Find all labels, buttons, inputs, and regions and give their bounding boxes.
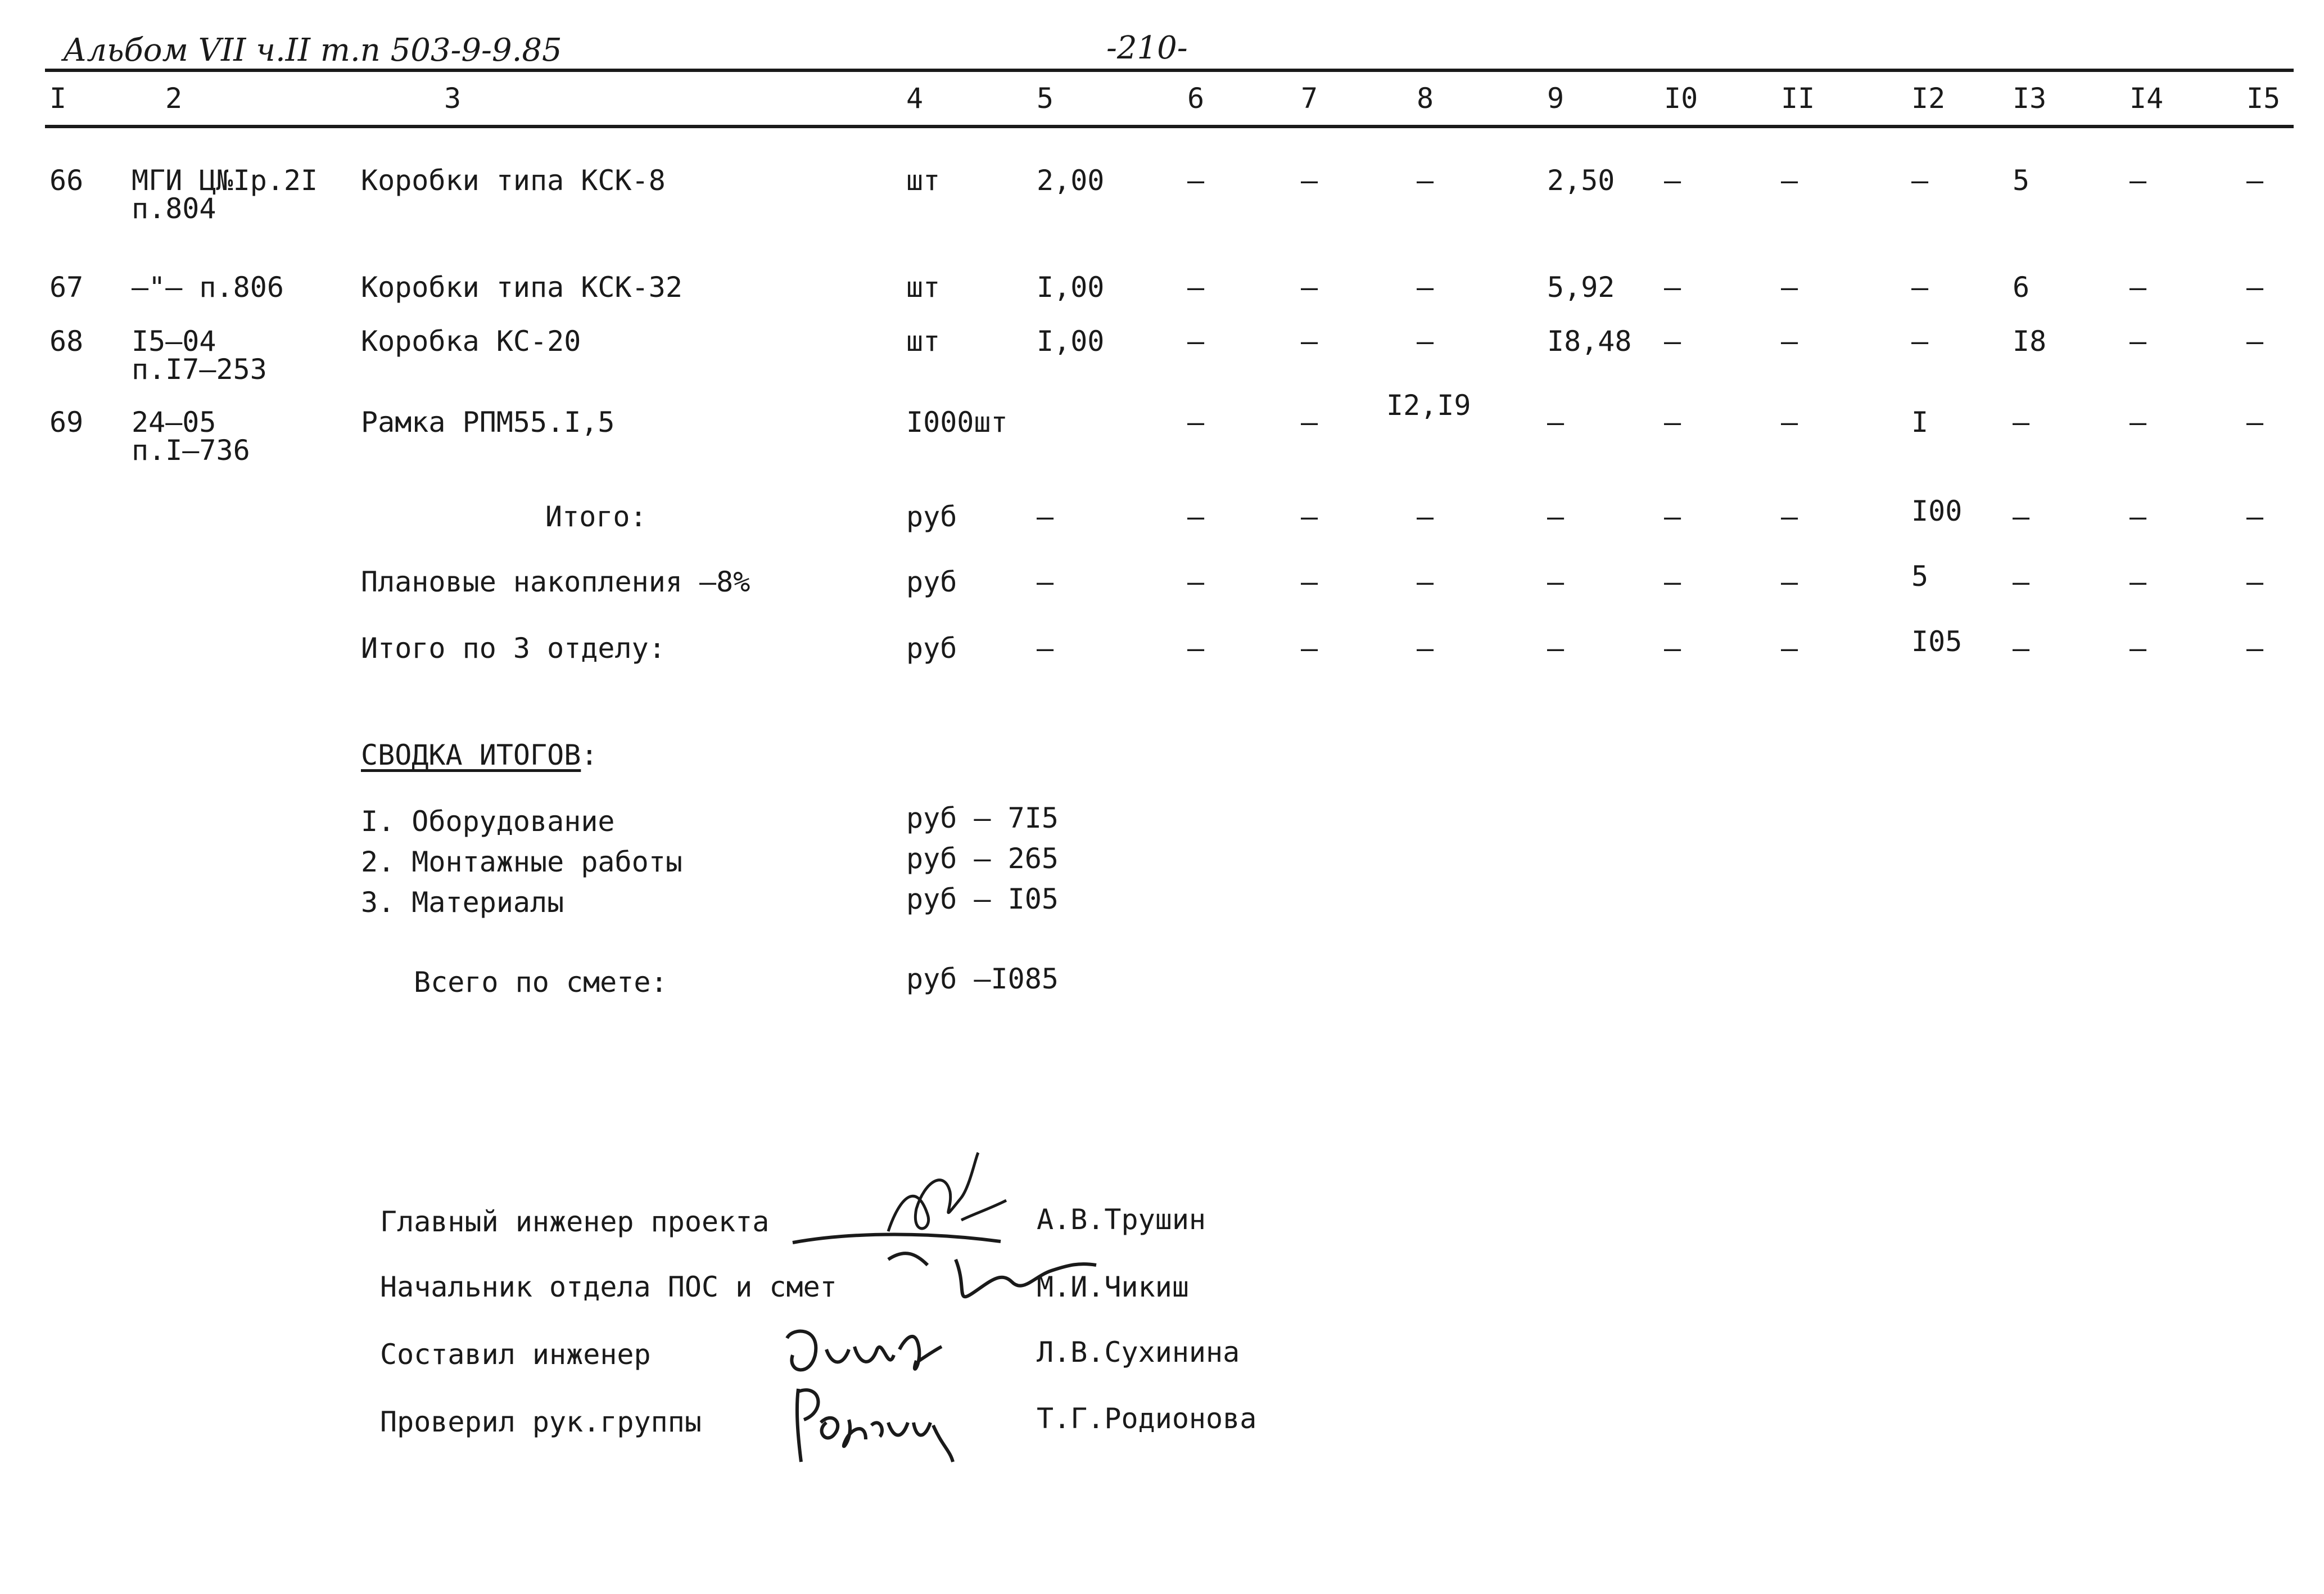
col-header-10: I0 [1664,82,1698,115]
header-bottom-rule [45,125,2294,128]
row-name: Коробки типа КСК-32 [361,271,682,304]
cell-c12: I [1911,406,1929,439]
cell-c15: – [2246,406,2264,439]
cell-c7: – [1301,325,1318,358]
total-unit: руб [906,632,957,665]
cell-c12: – [1911,325,1929,358]
col-header-14: I4 [2129,82,2164,115]
cell-c11: – [1781,406,1798,439]
col-header-5: 5 [1037,82,1054,115]
cell-c11: – [1781,164,1798,197]
row-name: Коробки типа КСК-8 [361,164,666,197]
cell-c10: – [1664,566,1681,598]
cell-c12: 5 [1911,560,1929,593]
total-unit: руб [906,566,957,598]
cell-c12: – [1911,271,1929,304]
summary-item-value: руб – 265 [906,842,1059,875]
signature-role: Составил инженер [380,1338,651,1371]
cell-c14: – [2129,406,2147,439]
cell-c6: – [1187,632,1205,665]
cell-c12: – [1911,164,1929,197]
total-label: Итого: [545,500,647,533]
cell-c7: – [1301,632,1318,665]
cell-c8: – [1417,500,1434,533]
cell-c5: 2,00 [1037,164,1105,197]
row-unit: шт [906,164,941,197]
cell-c13: 5 [2013,164,2030,197]
summary-total-label: Всего по смете: [414,966,668,999]
row-code-line-1: 24–05 [132,406,216,439]
col-header-3: 3 [444,82,462,115]
cell-c15: – [2246,271,2264,304]
summary-item-value: руб – I05 [906,883,1059,915]
cell-c6: – [1187,164,1205,197]
cell-c15: – [2246,164,2264,197]
row-unit: шт [906,271,941,304]
cell-c10: – [1664,406,1681,439]
cell-c5: – [1037,500,1054,533]
cell-c13: I8 [2013,325,2047,358]
cell-c6: – [1187,406,1205,439]
cell-c7: – [1301,271,1318,304]
signature-name: А.В.Трушин [1037,1203,1206,1236]
summary-total-value: руб –I085 [906,963,1059,995]
row-unit: шт [906,325,941,358]
album-reference: Альбом VII ч.II т.п 503-9-9.85 [63,32,562,69]
cell-c6: – [1187,500,1205,533]
col-header-9: 9 [1547,82,1565,115]
col-header-6: 6 [1187,82,1205,115]
handwritten-signature-4 [781,1378,961,1467]
row-number: 69 [49,406,84,439]
cell-c14: – [2129,500,2147,533]
col-header-11: II [1781,82,1815,115]
signature-role: Главный инженер проекта [380,1205,770,1238]
signature-role: Проверил рук.группы [380,1406,702,1438]
summary-item-label: I. Оборудование [361,805,615,838]
cell-c7: – [1301,500,1318,533]
cell-c8: I2,I9 [1386,389,1471,422]
cell-c8: – [1417,632,1434,665]
cell-c10: – [1664,325,1681,358]
cell-c10: – [1664,500,1681,533]
cell-c8: – [1417,271,1434,304]
signature-name: Т.Г.Родионова [1037,1402,1257,1435]
row-code-line-1: –"– п.806 [132,271,284,304]
row-code-line-2: п.804 [132,192,216,225]
total-label: Плановые накопления –8% [361,566,750,598]
cell-c8: – [1417,164,1434,197]
col-header-2: 2 [165,82,183,115]
cell-c5: – [1037,632,1054,665]
cell-c11: – [1781,566,1798,598]
row-code-line-2: п.I7–253 [132,353,267,386]
row-number: 67 [49,271,84,304]
cell-c6: – [1187,566,1205,598]
cell-c12: I00 [1911,495,1963,527]
col-header-15: I5 [2246,82,2281,115]
row-number: 68 [49,325,84,358]
cell-c9: 2,50 [1547,164,1615,197]
cell-c13: – [2013,566,2030,598]
row-unit: I000шт [906,406,1008,439]
cell-c13: – [2013,632,2030,665]
cell-c15: – [2246,632,2264,665]
cell-c7: – [1301,406,1318,439]
cell-c11: – [1781,325,1798,358]
cell-c5: – [1037,566,1054,598]
summary-title-colon: : [581,739,598,771]
cell-c8: – [1417,325,1434,358]
total-unit: руб [906,500,957,533]
page-number: -210- [1106,30,1188,66]
col-header-7: 7 [1301,82,1318,115]
row-code-line-1: I5–04 [132,325,216,358]
col-header-4: 4 [906,82,924,115]
signature-name: Л.В.Сухинина [1037,1336,1240,1369]
handwritten-signature-2 [787,1226,1102,1310]
cell-c13: – [2013,406,2030,439]
signature-role: Начальник отдела ПОС и смет [380,1271,837,1303]
row-code-line-1: МГИ Ц№Iр.2I [132,164,318,197]
cell-c7: – [1301,566,1318,598]
summary-title-text: СВОДКА ИТОГОВ [361,739,581,771]
cell-c14: – [2129,164,2147,197]
row-name: Рамка РПМ55.I,5 [361,406,615,439]
cell-c8: – [1417,566,1434,598]
cell-c5: I,00 [1037,271,1105,304]
summary-item-value: руб – 7I5 [906,802,1059,834]
cell-c11: – [1781,271,1798,304]
cell-c10: – [1664,632,1681,665]
row-number: 66 [49,164,84,197]
col-header-12: I2 [1911,82,1946,115]
cell-c12: I05 [1911,625,1963,658]
cell-c5: I,00 [1037,325,1105,358]
cell-c11: – [1781,500,1798,533]
cell-c15: – [2246,325,2264,358]
cell-c9: – [1547,406,1565,439]
col-header-1: I [49,82,67,115]
cell-c14: – [2129,325,2147,358]
cell-c9: – [1547,566,1565,598]
col-header-8: 8 [1417,82,1434,115]
summary-item-label: 3. Материалы [361,886,564,919]
row-code-line-2: п.I–736 [132,434,250,467]
cell-c9: 5,92 [1547,271,1615,304]
cell-c10: – [1664,164,1681,197]
cell-c14: – [2129,632,2147,665]
cell-c6: – [1187,271,1205,304]
cell-c10: – [1664,271,1681,304]
row-name: Коробка КС-20 [361,325,581,358]
signature-name: М.И.Чикиш [1037,1271,1189,1303]
cell-c13: 6 [2013,271,2030,304]
cell-c14: – [2129,566,2147,598]
cell-c15: – [2246,566,2264,598]
cell-c9: – [1547,632,1565,665]
summary-title [361,741,598,769]
cell-c14: – [2129,271,2147,304]
col-header-13: I3 [2013,82,2047,115]
cell-c6: – [1187,325,1205,358]
cell-c9: – [1547,500,1565,533]
total-label: Итого по 3 отделу: [361,632,666,665]
cell-c9: I8,48 [1547,325,1632,358]
cell-c7: – [1301,164,1318,197]
cell-c13: – [2013,500,2030,533]
header-top-rule [45,69,2294,72]
summary-item-label: 2. Монтажные работы [361,846,682,878]
cell-c15: – [2246,500,2264,533]
cell-c11: – [1781,632,1798,665]
